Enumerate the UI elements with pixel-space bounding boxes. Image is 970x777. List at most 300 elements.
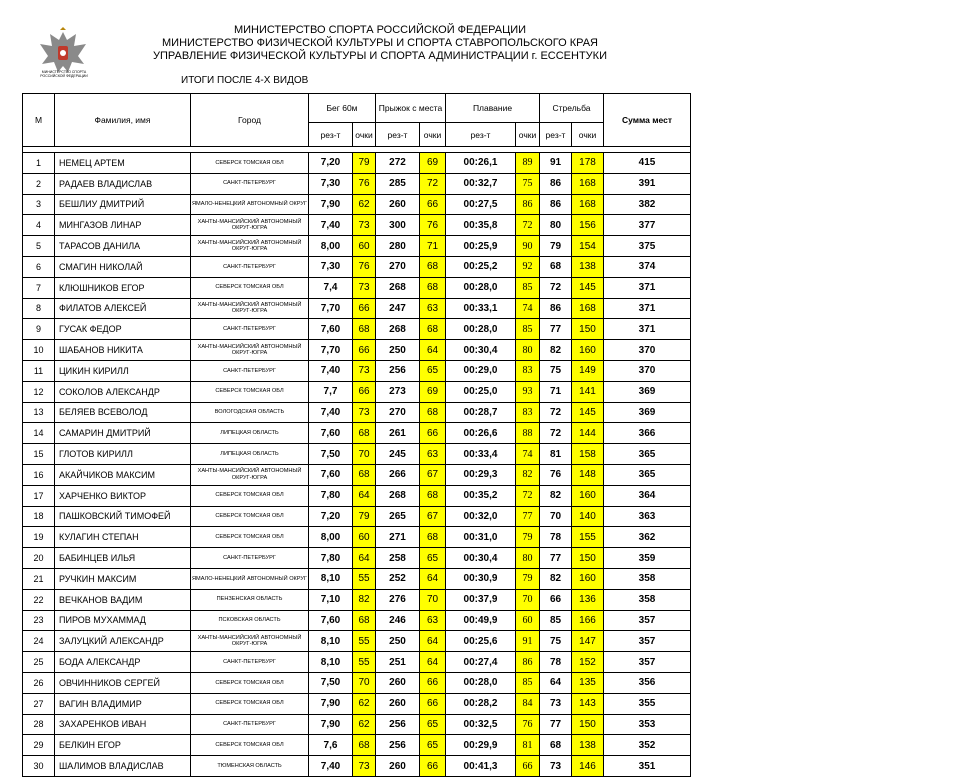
- shoot-points-cell: 150: [572, 319, 604, 340]
- run-points-cell: 62: [353, 714, 376, 735]
- run-points-cell: 68: [353, 319, 376, 340]
- shoot-result-cell: 77: [540, 714, 572, 735]
- jump-result-cell: 258: [376, 548, 420, 569]
- run-result-cell: 7,50: [309, 444, 353, 465]
- name-cell: ПАШКОВСКИЙ ТИМОФЕЙ: [55, 506, 191, 527]
- place-cell: 17: [23, 485, 55, 506]
- sum-cell: 351: [604, 756, 691, 777]
- run-points-cell: 62: [353, 194, 376, 215]
- city-cell: ХАНТЫ-МАНСИЙСКИЙ АВТОНОМНЫЙ ОКРУГ-ЮГРА: [191, 631, 309, 652]
- city-cell: СЕВЕРСК ТОМСКАЯ ОБЛ: [191, 381, 309, 402]
- table-row: [23, 506, 691, 527]
- table-row: [23, 153, 691, 174]
- jump-points-cell: 64: [420, 568, 446, 589]
- jump-points-cell: 71: [420, 236, 446, 257]
- jump-result-cell: 268: [376, 277, 420, 298]
- shoot-points-cell: 136: [572, 589, 604, 610]
- shoot-points-cell: 154: [572, 236, 604, 257]
- table-row: [23, 319, 691, 340]
- swim-result-cell: 00:49,9: [446, 610, 516, 631]
- run-result-cell: 7,30: [309, 256, 353, 277]
- run-result-cell: 7,50: [309, 672, 353, 693]
- run-result-cell: 8,10: [309, 568, 353, 589]
- run-result-cell: 7,90: [309, 194, 353, 215]
- sum-cell: 356: [604, 672, 691, 693]
- shoot-result-cell: 86: [540, 298, 572, 319]
- table-row: [23, 464, 691, 485]
- run-points-cell: 62: [353, 693, 376, 714]
- jump-points-cell: 68: [420, 485, 446, 506]
- city-cell: СЕВЕРСК ТОМСКАЯ ОБЛ: [191, 485, 309, 506]
- jump-result-cell: 252: [376, 568, 420, 589]
- run-result-cell: 8,00: [309, 236, 353, 257]
- place-cell: 9: [23, 319, 55, 340]
- shoot-result-cell: 71: [540, 381, 572, 402]
- table-row: [23, 714, 691, 735]
- table-row: [23, 527, 691, 548]
- place-cell: 16: [23, 464, 55, 485]
- swim-result-cell: 00:28,2: [446, 693, 516, 714]
- shoot-result-cell: 73: [540, 693, 572, 714]
- jump-result-cell: 256: [376, 735, 420, 756]
- run-points-cell: 70: [353, 444, 376, 465]
- swim-result-cell: 00:37,9: [446, 589, 516, 610]
- city-cell: ПЕНЗЕНСКАЯ ОБЛАСТЬ: [191, 589, 309, 610]
- swim-result-cell: 00:30,4: [446, 340, 516, 361]
- swim-result-cell: 00:27,4: [446, 652, 516, 673]
- swim-points-cell: 93: [516, 381, 540, 402]
- shoot-result-cell: 76: [540, 464, 572, 485]
- run-result-cell: 8,10: [309, 631, 353, 652]
- shoot-points-cell: 166: [572, 610, 604, 631]
- col-header-shoot: Стрельба: [540, 94, 604, 123]
- place-cell: 28: [23, 714, 55, 735]
- swim-result-cell: 00:25,6: [446, 631, 516, 652]
- swim-result-cell: 00:25,0: [446, 381, 516, 402]
- sum-cell: 371: [604, 298, 691, 319]
- run-result-cell: 7,90: [309, 693, 353, 714]
- city-cell: СЕВЕРСК ТОМСКАЯ ОБЛ: [191, 693, 309, 714]
- name-cell: САМАРИН ДМИТРИЙ: [55, 423, 191, 444]
- city-cell: САНКТ-ПЕТЕРБУРГ: [191, 548, 309, 569]
- run-points-cell: 70: [353, 672, 376, 693]
- city-cell: ЛИПЕЦКАЯ ОБЛАСТЬ: [191, 423, 309, 444]
- table-row: [23, 360, 691, 381]
- subheader-points: очки: [572, 123, 604, 147]
- city-cell: СЕВЕРСК ТОМСКАЯ ОБЛ: [191, 735, 309, 756]
- sum-cell: 377: [604, 215, 691, 236]
- run-points-cell: 79: [353, 506, 376, 527]
- city-cell: СЕВЕРСК ТОМСКАЯ ОБЛ: [191, 277, 309, 298]
- jump-result-cell: 270: [376, 256, 420, 277]
- sum-cell: 391: [604, 173, 691, 194]
- jump-result-cell: 250: [376, 340, 420, 361]
- place-cell: 1: [23, 153, 55, 174]
- run-points-cell: 68: [353, 610, 376, 631]
- run-points-cell: 73: [353, 756, 376, 777]
- jump-result-cell: 272: [376, 153, 420, 174]
- jump-result-cell: 285: [376, 173, 420, 194]
- jump-points-cell: 66: [420, 672, 446, 693]
- jump-points-cell: 67: [420, 464, 446, 485]
- name-cell: СМАГИН НИКОЛАЙ: [55, 256, 191, 277]
- shoot-result-cell: 82: [540, 340, 572, 361]
- jump-result-cell: 256: [376, 360, 420, 381]
- swim-points-cell: 66: [516, 756, 540, 777]
- shoot-result-cell: 75: [540, 360, 572, 381]
- shoot-points-cell: 150: [572, 714, 604, 735]
- swim-result-cell: 00:28,0: [446, 277, 516, 298]
- table-row: [23, 652, 691, 673]
- swim-points-cell: 77: [516, 506, 540, 527]
- table-row: [23, 756, 691, 777]
- table-row: [23, 610, 691, 631]
- shoot-points-cell: 147: [572, 631, 604, 652]
- name-cell: ГУСАК ФЕДОР: [55, 319, 191, 340]
- name-cell: НЕМЕЦ АРТЕМ: [55, 153, 191, 174]
- jump-result-cell: 260: [376, 693, 420, 714]
- run-result-cell: 8,10: [309, 652, 353, 673]
- jump-points-cell: 67: [420, 506, 446, 527]
- name-cell: МИНГАЗОВ ЛИНАР: [55, 215, 191, 236]
- city-cell: ЛИПЕЦКАЯ ОБЛАСТЬ: [191, 444, 309, 465]
- name-cell: АКАЙЧИКОВ МАКСИМ: [55, 464, 191, 485]
- swim-result-cell: 00:35,8: [446, 215, 516, 236]
- sum-cell: 369: [604, 402, 691, 423]
- swim-points-cell: 84: [516, 693, 540, 714]
- run-result-cell: 7,60: [309, 319, 353, 340]
- document-header: [120, 24, 640, 63]
- sum-cell: 370: [604, 340, 691, 361]
- shoot-result-cell: 77: [540, 319, 572, 340]
- jump-result-cell: 260: [376, 194, 420, 215]
- place-cell: 26: [23, 672, 55, 693]
- sum-cell: 357: [604, 652, 691, 673]
- city-cell: СЕВЕРСК ТОМСКАЯ ОБЛ: [191, 153, 309, 174]
- run-points-cell: 66: [353, 298, 376, 319]
- run-points-cell: 76: [353, 173, 376, 194]
- name-cell: РАДАЕВ ВЛАДИСЛАВ: [55, 173, 191, 194]
- shoot-points-cell: 144: [572, 423, 604, 444]
- table-row: [23, 277, 691, 298]
- jump-points-cell: 68: [420, 402, 446, 423]
- sum-cell: 382: [604, 194, 691, 215]
- name-cell: ЗАХАРЕНКОВ ИВАН: [55, 714, 191, 735]
- shoot-points-cell: 138: [572, 256, 604, 277]
- shoot-result-cell: 79: [540, 236, 572, 257]
- run-points-cell: 66: [353, 381, 376, 402]
- city-cell: ХАНТЫ-МАНСИЙСКИЙ АВТОНОМНЫЙ ОКРУГ-ЮГРА: [191, 340, 309, 361]
- swim-points-cell: 80: [516, 548, 540, 569]
- jump-points-cell: 72: [420, 173, 446, 194]
- shoot-points-cell: 168: [572, 298, 604, 319]
- place-cell: 2: [23, 173, 55, 194]
- swim-result-cell: 00:25,2: [446, 256, 516, 277]
- subheader-result: рез-т: [376, 123, 420, 147]
- swim-result-cell: 00:28,7: [446, 402, 516, 423]
- subheader-result: рез-т: [540, 123, 572, 147]
- subheader-points: очки: [516, 123, 540, 147]
- subheader-result: рез-т: [309, 123, 353, 147]
- shoot-result-cell: 78: [540, 652, 572, 673]
- name-cell: БЕШЛИУ ДМИТРИЙ: [55, 194, 191, 215]
- city-cell: ЯМАЛО-НЕНЕЦКИЙ АВТОНОМНЫЙ ОКРУГ: [191, 194, 309, 215]
- jump-points-cell: 65: [420, 360, 446, 381]
- swim-points-cell: 92: [516, 256, 540, 277]
- swim-result-cell: 00:27,5: [446, 194, 516, 215]
- name-cell: РУЧКИН МАКСИМ: [55, 568, 191, 589]
- shoot-points-cell: 150: [572, 548, 604, 569]
- run-points-cell: 76: [353, 256, 376, 277]
- place-cell: 25: [23, 652, 55, 673]
- name-cell: КУЛАГИН СТЕПАН: [55, 527, 191, 548]
- sum-cell: 365: [604, 444, 691, 465]
- name-cell: БОДА АЛЕКСАНДР: [55, 652, 191, 673]
- run-result-cell: 7,60: [309, 610, 353, 631]
- jump-result-cell: 268: [376, 319, 420, 340]
- subheader-points: очки: [420, 123, 446, 147]
- jump-points-cell: 66: [420, 693, 446, 714]
- sum-cell: 366: [604, 423, 691, 444]
- table-row: [23, 298, 691, 319]
- table-row: [23, 735, 691, 756]
- place-cell: 12: [23, 381, 55, 402]
- shoot-result-cell: 68: [540, 256, 572, 277]
- shoot-result-cell: 70: [540, 506, 572, 527]
- swim-result-cell: 00:30,9: [446, 568, 516, 589]
- results-table: [22, 93, 691, 777]
- jump-points-cell: 63: [420, 298, 446, 319]
- col-header-name: Фамилия, имя: [55, 94, 191, 147]
- jump-points-cell: 68: [420, 256, 446, 277]
- run-result-cell: 7,80: [309, 485, 353, 506]
- place-cell: 29: [23, 735, 55, 756]
- sum-cell: 415: [604, 153, 691, 174]
- name-cell: ТАРАСОВ ДАНИЛА: [55, 236, 191, 257]
- table-row: [23, 173, 691, 194]
- run-result-cell: 7,60: [309, 423, 353, 444]
- jump-result-cell: 266: [376, 464, 420, 485]
- shoot-points-cell: 135: [572, 672, 604, 693]
- sum-cell: 357: [604, 610, 691, 631]
- swim-points-cell: 80: [516, 340, 540, 361]
- table-row: [23, 589, 691, 610]
- place-cell: 7: [23, 277, 55, 298]
- place-cell: 8: [23, 298, 55, 319]
- sum-cell: 358: [604, 589, 691, 610]
- city-cell: ТЮМЕНСКАЯ ОБЛАСТЬ: [191, 756, 309, 777]
- swim-result-cell: 00:29,0: [446, 360, 516, 381]
- table-row: [23, 381, 691, 402]
- run-points-cell: 79: [353, 153, 376, 174]
- jump-points-cell: 68: [420, 277, 446, 298]
- place-cell: 19: [23, 527, 55, 548]
- run-points-cell: 82: [353, 589, 376, 610]
- swim-result-cell: 00:31,0: [446, 527, 516, 548]
- place-cell: 3: [23, 194, 55, 215]
- run-result-cell: 8,00: [309, 527, 353, 548]
- jump-result-cell: 276: [376, 589, 420, 610]
- swim-result-cell: 00:29,3: [446, 464, 516, 485]
- col-header-sum: Сумма мест: [604, 94, 691, 147]
- run-result-cell: 7,40: [309, 215, 353, 236]
- shoot-points-cell: 160: [572, 340, 604, 361]
- shoot-points-cell: 155: [572, 527, 604, 548]
- shoot-result-cell: 78: [540, 527, 572, 548]
- sum-cell: 357: [604, 631, 691, 652]
- run-result-cell: 7,40: [309, 402, 353, 423]
- table-row: [23, 631, 691, 652]
- jump-points-cell: 66: [420, 194, 446, 215]
- run-result-cell: 7,90: [309, 714, 353, 735]
- jump-points-cell: 66: [420, 423, 446, 444]
- city-cell: САНКТ-ПЕТЕРБУРГ: [191, 319, 309, 340]
- col-header-run: Бег 60м: [309, 94, 376, 123]
- sum-cell: 359: [604, 548, 691, 569]
- name-cell: ЗАЛУЦКИЙ АЛЕКСАНДР: [55, 631, 191, 652]
- shoot-result-cell: 82: [540, 568, 572, 589]
- name-cell: ШАЛИМОВ ВЛАДИСЛАВ: [55, 756, 191, 777]
- city-cell: ЯМАЛО-НЕНЕЦКИЙ АВТОНОМНЫЙ ОКРУГ: [191, 568, 309, 589]
- swim-result-cell: 00:35,2: [446, 485, 516, 506]
- run-points-cell: 55: [353, 652, 376, 673]
- run-result-cell: 7,20: [309, 153, 353, 174]
- swim-points-cell: 86: [516, 194, 540, 215]
- shoot-points-cell: 168: [572, 173, 604, 194]
- shoot-result-cell: 81: [540, 444, 572, 465]
- table-row: [23, 215, 691, 236]
- city-cell: ХАНТЫ-МАНСИЙСКИЙ АВТОНОМНЫЙ ОКРУГ-ЮГРА: [191, 236, 309, 257]
- run-points-cell: 55: [353, 631, 376, 652]
- jump-points-cell: 66: [420, 756, 446, 777]
- sum-cell: 352: [604, 735, 691, 756]
- run-result-cell: 7,4: [309, 277, 353, 298]
- shoot-result-cell: 75: [540, 631, 572, 652]
- city-cell: САНКТ-ПЕТЕРБУРГ: [191, 173, 309, 194]
- swim-points-cell: 85: [516, 277, 540, 298]
- city-cell: ХАНТЫ-МАНСИЙСКИЙ АВТОНОМНЫЙ ОКРУГ-ЮГРА: [191, 215, 309, 236]
- shoot-result-cell: 64: [540, 672, 572, 693]
- jump-result-cell: 268: [376, 485, 420, 506]
- run-result-cell: 7,7: [309, 381, 353, 402]
- jump-result-cell: 261: [376, 423, 420, 444]
- sum-cell: 370: [604, 360, 691, 381]
- place-cell: 10: [23, 340, 55, 361]
- sum-cell: 355: [604, 693, 691, 714]
- jump-points-cell: 64: [420, 340, 446, 361]
- name-cell: СОКОЛОВ АЛЕКСАНДР: [55, 381, 191, 402]
- swim-points-cell: 91: [516, 631, 540, 652]
- table-row: [23, 548, 691, 569]
- run-points-cell: 64: [353, 548, 376, 569]
- header-line-3: УПРАВЛЕНИЕ ФИЗИЧЕСКОЙ КУЛЬТУРЫ И СПОРТА АДМИНИСТРАЦИИ г. ЕССЕНТУКИ: [153, 50, 607, 62]
- swim-points-cell: 76: [516, 714, 540, 735]
- swim-result-cell: 00:32,0: [446, 506, 516, 527]
- jump-points-cell: 76: [420, 215, 446, 236]
- shoot-result-cell: 77: [540, 548, 572, 569]
- table-row: [23, 444, 691, 465]
- sum-cell: 371: [604, 319, 691, 340]
- jump-result-cell: 247: [376, 298, 420, 319]
- shoot-result-cell: 72: [540, 277, 572, 298]
- subheader-result: рез-т: [446, 123, 516, 147]
- shoot-result-cell: 80: [540, 215, 572, 236]
- sum-cell: 375: [604, 236, 691, 257]
- jump-result-cell: 280: [376, 236, 420, 257]
- jump-result-cell: 271: [376, 527, 420, 548]
- swim-result-cell: 00:41,3: [446, 756, 516, 777]
- city-cell: СЕВЕРСК ТОМСКАЯ ОБЛ: [191, 672, 309, 693]
- run-result-cell: 7,6: [309, 735, 353, 756]
- jump-result-cell: 300: [376, 215, 420, 236]
- shoot-points-cell: 160: [572, 568, 604, 589]
- table-row: [23, 672, 691, 693]
- col-header-place: М: [23, 94, 55, 147]
- swim-result-cell: 00:26,1: [446, 153, 516, 174]
- name-cell: ОВЧИННИКОВ СЕРГЕЙ: [55, 672, 191, 693]
- swim-points-cell: 89: [516, 153, 540, 174]
- jump-result-cell: 260: [376, 756, 420, 777]
- run-points-cell: 73: [353, 402, 376, 423]
- jump-result-cell: 270: [376, 402, 420, 423]
- swim-result-cell: 00:28,0: [446, 672, 516, 693]
- shoot-points-cell: 146: [572, 756, 604, 777]
- jump-result-cell: 265: [376, 506, 420, 527]
- sum-cell: 353: [604, 714, 691, 735]
- shoot-points-cell: 138: [572, 735, 604, 756]
- shoot-result-cell: 66: [540, 589, 572, 610]
- swim-result-cell: 00:33,4: [446, 444, 516, 465]
- name-cell: ХАРЧЕНКО ВИКТОР: [55, 485, 191, 506]
- shoot-result-cell: 72: [540, 423, 572, 444]
- table-row: [23, 568, 691, 589]
- run-points-cell: 55: [353, 568, 376, 589]
- logo-caption: МИНИСТЕРСТВО СПОРТА РОССИЙСКОЙ ФЕДЕРАЦИИ: [40, 70, 88, 78]
- shoot-result-cell: 82: [540, 485, 572, 506]
- swim-result-cell: 00:25,9: [446, 236, 516, 257]
- swim-points-cell: 83: [516, 360, 540, 381]
- col-header-jump: Прыжок с места: [376, 94, 446, 123]
- place-cell: 4: [23, 215, 55, 236]
- jump-points-cell: 63: [420, 444, 446, 465]
- shoot-result-cell: 86: [540, 173, 572, 194]
- city-cell: СЕВЕРСК ТОМСКАЯ ОБЛ: [191, 527, 309, 548]
- run-points-cell: 64: [353, 485, 376, 506]
- swim-result-cell: 00:26,6: [446, 423, 516, 444]
- jump-points-cell: 68: [420, 527, 446, 548]
- place-cell: 5: [23, 236, 55, 257]
- sum-cell: 371: [604, 277, 691, 298]
- city-cell: САНКТ-ПЕТЕРБУРГ: [191, 714, 309, 735]
- shoot-points-cell: 178: [572, 153, 604, 174]
- city-cell: СЕВЕРСК ТОМСКАЯ ОБЛ: [191, 506, 309, 527]
- place-cell: 14: [23, 423, 55, 444]
- name-cell: БЕЛЯЕВ ВСЕВОЛОД: [55, 402, 191, 423]
- swim-points-cell: 82: [516, 464, 540, 485]
- jump-points-cell: 65: [420, 714, 446, 735]
- shoot-result-cell: 86: [540, 194, 572, 215]
- shoot-result-cell: 73: [540, 756, 572, 777]
- place-cell: 21: [23, 568, 55, 589]
- name-cell: ВАГИН ВЛАДИМИР: [55, 693, 191, 714]
- sum-cell: 363: [604, 506, 691, 527]
- swim-points-cell: 83: [516, 402, 540, 423]
- swim-points-cell: 86: [516, 652, 540, 673]
- shoot-points-cell: 145: [572, 277, 604, 298]
- swim-points-cell: 85: [516, 319, 540, 340]
- jump-points-cell: 63: [420, 610, 446, 631]
- shoot-result-cell: 72: [540, 402, 572, 423]
